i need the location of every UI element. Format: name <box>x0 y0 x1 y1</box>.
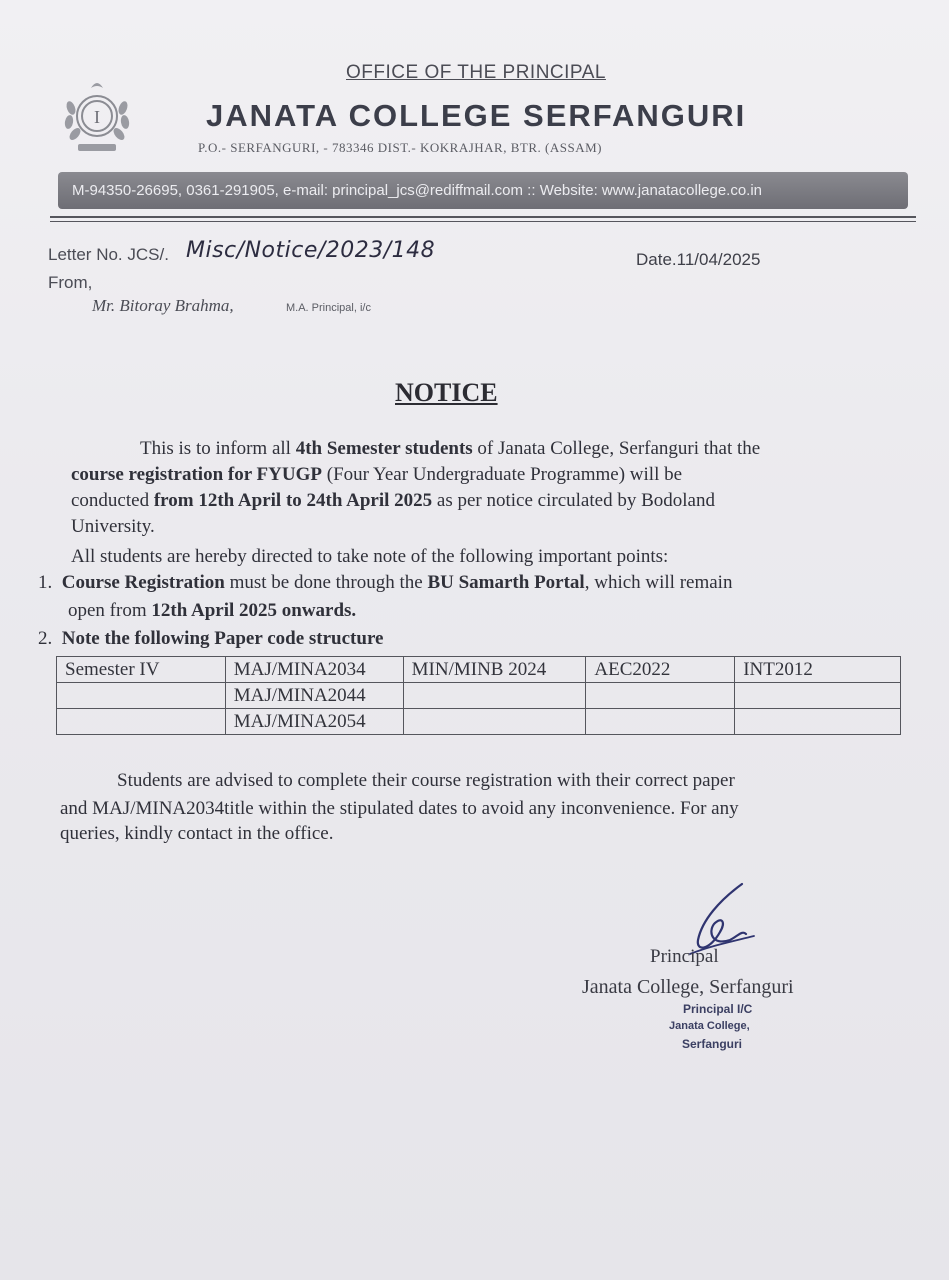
sender-qualification: M.A. Principal, i/c <box>286 302 371 314</box>
closing-line2: and MAJ/MINA2034title within the stipulated dates to avoid any inconvenience. For any <box>60 798 739 819</box>
point1-line1: 1. Course Registration must be done through the BU Samarth Portal, which will remain <box>38 572 733 593</box>
point2-line: 2. Note the following Paper code structure <box>38 628 384 649</box>
closing-line3: queries, kindly contact in the office. <box>60 823 334 844</box>
stamp-line-2: Janata College, <box>669 1020 750 1032</box>
table-cell <box>586 683 735 709</box>
college-emblem-icon <box>58 76 136 158</box>
table-cell <box>403 683 586 709</box>
letter-number-label: Letter No. JCS/. <box>48 245 169 264</box>
directive-text: All students are hereby directed to take note of the following important points: <box>71 546 669 567</box>
signatory-college: Janata College, Serfanguri <box>582 976 794 998</box>
table-cell: MIN/MINB 2024 <box>403 657 586 683</box>
para1-line4: University. <box>71 516 155 537</box>
table-cell: Semester IV <box>57 657 226 683</box>
sender-name: Mr. Bitoray Brahma, <box>92 296 234 315</box>
table-cell <box>57 709 226 735</box>
letter-date: Date.11/04/2025 <box>636 250 761 269</box>
para1-line2: course registration for FYUGP (Four Year Undergraduate Programme) will be <box>71 464 683 485</box>
header-divider <box>50 216 916 218</box>
college-name: JANATA COLLEGE SERFANGURI <box>206 98 747 133</box>
header-divider-thin <box>50 221 916 222</box>
office-heading: OFFICE OF THE PRINCIPAL <box>346 62 606 83</box>
table-cell: MAJ/MINA2044 <box>225 683 403 709</box>
stamp-line-1: Principal I/C <box>683 1002 753 1016</box>
table-row <box>57 657 901 683</box>
point1-line2: open from 12th April 2025 onwards. <box>68 600 357 621</box>
college-address: P.O.- SERFANGURI, - 783346 DIST.- KOKRAJHAR, BTR. (ASSAM) <box>198 140 602 155</box>
para1-line1: This is to inform all 4th Semester students of Janata College, Serfanguri that the <box>140 438 761 459</box>
table-cell <box>403 709 586 735</box>
table-cell: INT2012 <box>735 657 901 683</box>
table-cell <box>735 709 901 735</box>
table-cell <box>735 683 901 709</box>
contact-bar: M-94350-26695, 0361-291905, e-mail: principal_jcs@rediffmail.com :: Website: www.janatacollege.co.in <box>58 172 908 209</box>
closing-line1: Students are advised to complete their course registration with their correct paper <box>117 770 735 791</box>
from-label: From, <box>48 273 93 292</box>
table-cell: MAJ/MINA2034 <box>225 657 403 683</box>
para1-line3: conducted from 12th April to 24th April 2025 as per notice circulated by Bodoland <box>71 490 715 511</box>
table-cell: AEC2022 <box>586 657 735 683</box>
table-cell <box>586 709 735 735</box>
letter-number-handwritten: Misc/Notice/2023/148 <box>186 238 436 263</box>
svg-text:I: I <box>94 107 100 127</box>
stamp-line-3: Serfanguri <box>682 1037 743 1051</box>
table-row <box>57 683 901 709</box>
paper-code-table <box>56 656 901 735</box>
notice-title: NOTICE <box>395 378 498 407</box>
table-cell: MAJ/MINA2054 <box>225 709 403 735</box>
table-cell <box>57 683 226 709</box>
signatory-title: Principal <box>650 946 719 967</box>
table-row <box>57 709 901 735</box>
